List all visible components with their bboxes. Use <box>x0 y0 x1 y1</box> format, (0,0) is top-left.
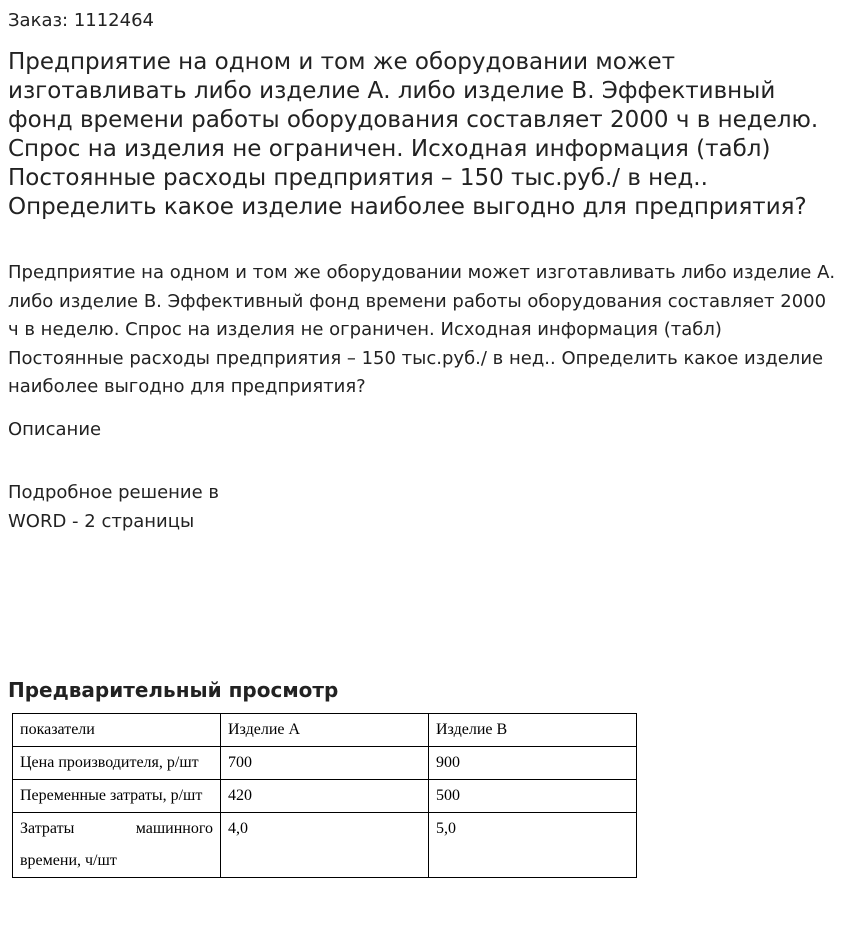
table-cell: 900 <box>429 747 637 780</box>
table-cell: Затраты машинного времени, ч/шт <box>13 813 221 878</box>
solution-note: Подробное решение в WORD - 2 страницы <box>8 482 220 532</box>
table-cell: 420 <box>221 780 429 813</box>
table-header-cell: показатели <box>13 714 221 747</box>
table-row <box>13 780 637 813</box>
table-row <box>13 813 637 878</box>
table-cell: 5,0 <box>429 813 637 878</box>
table-cell: Цена производителя, р/шт <box>13 747 221 780</box>
order-number: Заказ: 1112464 <box>8 10 154 31</box>
table-cell: Переменные затраты, р/шт <box>13 780 221 813</box>
table-cell: 4,0 <box>221 813 429 878</box>
table-cell: 700 <box>221 747 429 780</box>
table-cell: 500 <box>429 780 637 813</box>
table-row <box>13 747 637 780</box>
page-title: Предприятие на одном и том же оборудовании может изготавливать либо изделие А. либо изделие В. Эффективный фонд времени работы оборудования составляет 2000 ч в неделю. Спрос на изделия не ограничен. Исходная информация (табл) Постоянные расходы предприятия – 150 тыс.руб./ в нед.. Определить какое изделие наиболее выгодно для предприятия? <box>8 49 819 220</box>
table-header-row <box>13 714 637 747</box>
table-header-cell: Изделие В <box>429 714 637 747</box>
preview-table <box>12 713 637 878</box>
description-section-label: Описание <box>8 419 102 440</box>
preview-heading: Предварительный просмотр <box>8 678 339 702</box>
task-description: Предприятие на одном и том же оборудовании может изготавливать либо изделие А. либо изделие В. Эффективный фонд времени работы оборудования составляет 2000 ч в неделю. Спрос на изделия не ограничен. Исходная информация (табл) Постоянные расходы предприятия – 150 тыс.руб./ в нед.. Определить какое изделие наиболее выгодно для предприятия? <box>8 262 836 398</box>
table-header-cell: Изделие А <box>221 714 429 747</box>
